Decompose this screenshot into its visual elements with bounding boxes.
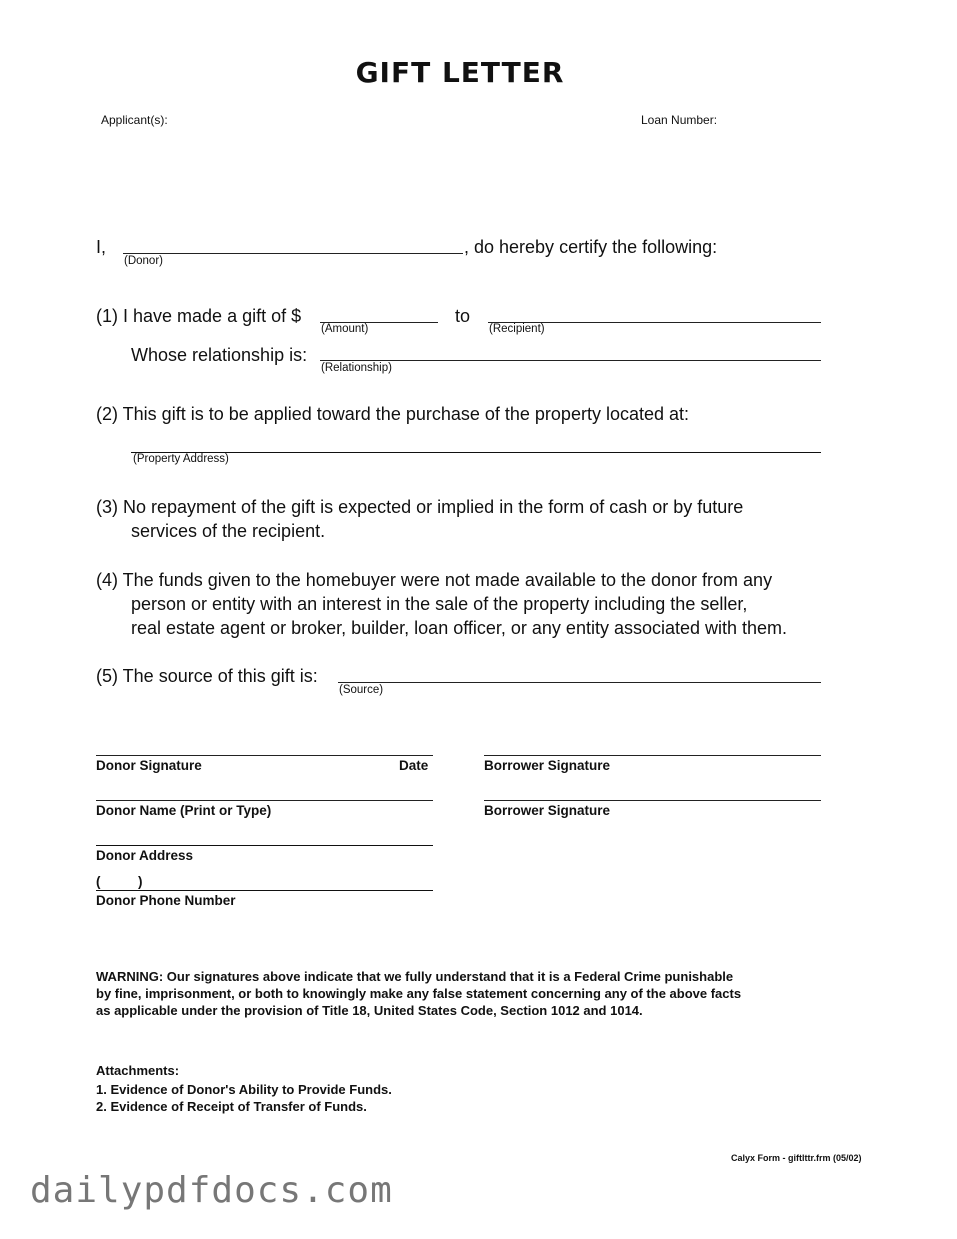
borrower-signature-label-2: Borrower Signature <box>484 803 611 818</box>
donor-phone-line[interactable] <box>96 890 433 891</box>
item1-text: (1) I have made a gift of $ <box>96 306 302 326</box>
source-field-line[interactable] <box>338 682 821 683</box>
date-label: Date <box>399 758 429 773</box>
attachments-label: Attachments: <box>96 1063 180 1078</box>
watermark: dailypdfdocs.com <box>30 1170 393 1211</box>
donor-signature-line[interactable] <box>96 755 433 756</box>
page-title: GIFT LETTER <box>355 56 565 89</box>
donor-caption: (Donor) <box>124 255 163 267</box>
item4-line1: (4) The funds given to the homebuyer were not made available to the donor from any <box>96 570 773 590</box>
form-footer: Calyx Form - giftlttr.frm (05/02) <box>731 1153 862 1163</box>
applicants-label: Applicant(s): <box>101 113 168 127</box>
donor-suffix: , do hereby certify the following: <box>464 237 718 257</box>
item3-line2: services of the recipient. <box>131 521 326 541</box>
item5-text: (5) The source of this gift is: <box>96 666 318 686</box>
attachment-item: 2. Evidence of Receipt of Transfer of Funds. <box>96 1099 367 1114</box>
donor-signature-label: Donor Signature <box>96 758 202 773</box>
borrower-signature-line-2[interactable] <box>484 800 821 801</box>
phone-area-code-parens: ( ) <box>96 874 143 889</box>
donor-name-line[interactable] <box>96 800 433 801</box>
item2-text: (2) This gift is to be applied toward the purchase of the property located at: <box>96 404 690 424</box>
donor-address-line[interactable] <box>96 845 433 846</box>
borrower-signature-line-1[interactable] <box>484 755 821 756</box>
donor-prefix: I, <box>96 237 107 257</box>
item3-line1: (3) No repayment of the gift is expected or implied in the form of cash or by future <box>96 497 744 517</box>
item4-line2: person or entity with an interest in the sale of the property including the seller, <box>131 594 748 614</box>
borrower-signature-label-1: Borrower Signature <box>484 758 611 773</box>
recipient-caption: (Recipient) <box>489 323 545 335</box>
donor-phone-label: Donor Phone Number <box>96 893 236 908</box>
relationship-label: Whose relationship is: <box>131 345 308 365</box>
property-address-line[interactable] <box>131 452 821 453</box>
loan-number-label: Loan Number: <box>641 113 718 127</box>
amount-caption: (Amount) <box>321 323 369 335</box>
warning-line3: as applicable under the provision of Title 18, United States Code, Section 1012 and 1014. <box>96 1003 643 1018</box>
donor-address-label: Donor Address <box>96 848 194 863</box>
relationship-caption: (Relationship) <box>321 362 392 374</box>
relationship-field-line[interactable] <box>320 360 821 361</box>
warning-line2: by fine, imprisonment, or both to knowingly make any false statement concerning any of the above facts <box>96 986 742 1001</box>
source-caption: (Source) <box>339 684 384 696</box>
item4-line3: real estate agent or broker, builder, loan officer, or any entity associated with them. <box>131 618 788 638</box>
warning-line1: WARNING: Our signatures above indicate that we fully understand that it is a Federal Crime punishable <box>96 969 734 984</box>
property-address-caption: (Property Address) <box>133 453 229 465</box>
to-label: to <box>455 306 471 326</box>
donor-field-line[interactable] <box>123 253 463 254</box>
attachment-item: 1. Evidence of Donor's Ability to Provide Funds. <box>96 1082 392 1097</box>
donor-name-label: Donor Name (Print or Type) <box>96 803 272 818</box>
